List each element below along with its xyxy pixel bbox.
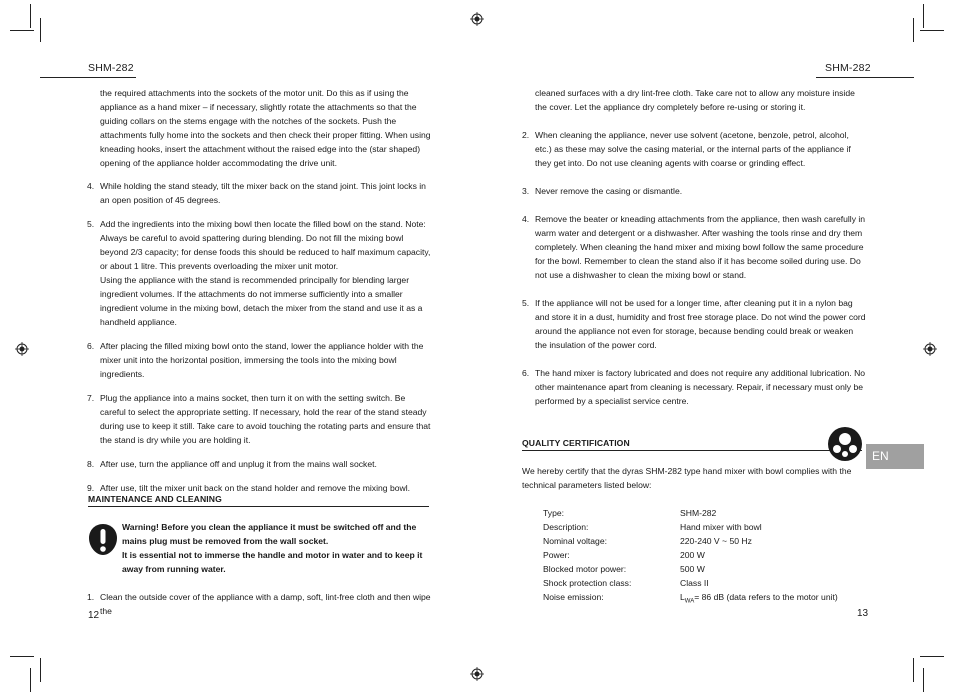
section-rule: [88, 506, 429, 507]
spec-row: Blocked motor power: 500 W: [543, 564, 705, 574]
crop-mark: [10, 30, 34, 31]
spec-row: Shock protection class: Class II: [543, 578, 709, 588]
list-item: 5. Add the ingredients into the mixing bowl then locate the filled bowl on the stand. Note: Always be careful to avoid spattering during blending. Do not fill the mixing bowl beyond 2/3 capacity; for dense foods this should be reduced to half maximum capacity, or about 1 litre. This prevents overloading the mixer unit motor. Using the appliance with the stand is recommended principally for blending larger ingredient volumes. If the attachments do not immerse sufficiently into a smaller ingredient volume in the mixing bowl, detach the mixer from the stand and use it as a handheld appliance.: [87, 219, 431, 327]
spec-row-noise: Noise emission: $L_{WA}= 86$ dB (data refers to the motor unit): [543, 592, 838, 605]
crop-mark: [30, 4, 31, 28]
spec-row: Nominal voltage: 220-240 V ~ 50 Hz: [543, 536, 752, 546]
maintenance-section-title: MAINTENANCE AND CLEANING: [88, 494, 222, 504]
crop-mark: [923, 668, 924, 692]
registration-mark-icon: [470, 667, 484, 681]
certify-text: We hereby certify that the dyras SHM-282 type hand mixer with bowl complies with the technical parameters listed below:: [522, 466, 852, 490]
crop-mark: [10, 656, 34, 657]
cleaning-continuation: cleaned surfaces with a dry lint-free cloth. Take care not to allow any moisture inside the cover. Let the appliance dry completely before re-using or storing it.: [535, 88, 855, 112]
list-item: 5. If the appliance will not be used for a longer time, after cleaning put it in a nylon bag and store it in a dust, humidity and frost free storage place. Do not wind the power cord around the appliance not even for storage, because bending could break or weaken the insulation of the power cord.: [522, 298, 866, 350]
crop-mark: [920, 30, 944, 31]
list-item: 7. Plug the appliance into a mains socket, then turn it on with the setting switch. Be careful to select the appropriate setting. If necessary, hold the rear of the stand steady during use to keep it still. Take care to avoid touching the rotating parts and ensure that the stand is dry while you are holding it.: [87, 393, 431, 445]
quality-section-title: QUALITY CERTIFICATION: [522, 438, 630, 448]
spec-row: Power: 200 W: [543, 550, 705, 560]
list-item: 3. Never remove the casing or dismantle.: [522, 186, 683, 196]
list-item: 8. After use, turn the appliance off and unplug it from the mains wall socket.: [87, 459, 377, 469]
running-head-model: SHM-282: [88, 62, 134, 74]
spec-row: Description: Hand mixer with bowl: [543, 522, 762, 532]
language-tab: EN: [866, 444, 924, 469]
registration-mark-icon: [470, 12, 484, 26]
crop-mark: [30, 668, 31, 692]
list-item: 4. Remove the beater or kneading attachments from the appliance, then wash carefully in warm water and detergent or a dishwasher. After washing the tools rinse and dry them completely. When cleaning the hand mixer and mixing bowl follow the same procedure for the bowl. Remember to clean the stand also if it has become soiled during use. Do not use a dishwasher to clean the mixing bowl or stand.: [522, 214, 866, 280]
intro-continuation: the required attachments into the sockets of the motor unit. Do this as if using the appliance as a hand mixer – if necessary, slightly rotate the attachments so that the guiding collars on the stems engage with the notches of the sockets. Push the attachments fully home into the sockets and then check their proper fitting. When using kneading hooks, insert the attachment without the raised edge into the (star shaped) opening of the appliance holder accommodating the drive unit.: [100, 88, 431, 168]
cleaning-step-1: 1. Clean the outside cover of the appliance with a damp, soft, lint-free cloth and then wipe the: [87, 592, 431, 616]
list-item: 4. While holding the stand steady, tilt the mixer back on the stand joint. This joint locks in an open position of 45 degrees.: [87, 181, 426, 205]
warning-text: Warning! Before you clean the appliance it must be switched off and the mains plug must be removed from the wall socket. It is essential not to immerse the handle and motor in water and to keep it away from running water.: [122, 522, 423, 574]
list-item: 6. After placing the filled mixing bowl onto the stand, lower the appliance holder with the mixer unit into the horizontal position, immersing the tools into the mixing bowl ingredients.: [87, 341, 424, 379]
crop-mark: [40, 18, 41, 42]
crop-mark: [913, 18, 914, 42]
list-item: 2. When cleaning the appliance, never use solvent (acetone, benzole, petrol, alcohol, etc.) as these may solve the casing material, or the internal parts of the appliance if they get into. Do not use cleaning agents with coarse or grinding effect.: [522, 130, 851, 168]
page-number: 12: [88, 610, 100, 621]
spec-row: Type: SHM-282: [543, 508, 717, 518]
header-rule: [816, 77, 914, 78]
warning-icon: [88, 523, 118, 556]
quality-seal-icon: [827, 426, 863, 462]
section-rule: [522, 450, 862, 451]
list-item: 9. After use, tilt the mixer unit back on the stand holder and remove the mixing bowl.: [87, 483, 411, 493]
registration-mark-icon: [923, 342, 937, 356]
right-page: [477, 0, 954, 698]
crop-mark: [40, 658, 41, 682]
running-head-model: SHM-282: [825, 62, 871, 74]
list-item: 6. The hand mixer is factory lubricated and does not require any additional lubrication. No other maintenance apart from cleaning is necessary. Repair, if necessary must only be performed by a specialist service centre.: [522, 368, 866, 406]
crop-mark: [913, 658, 914, 682]
cleaning-steps-list: [522, 128, 867, 418]
crop-mark: [920, 656, 944, 657]
crop-mark: [923, 4, 924, 28]
header-rule: [40, 77, 136, 78]
spec-table: [543, 506, 838, 609]
registration-mark-icon: [15, 342, 29, 356]
page-number: 13: [857, 608, 869, 619]
steps-list: [87, 179, 432, 505]
